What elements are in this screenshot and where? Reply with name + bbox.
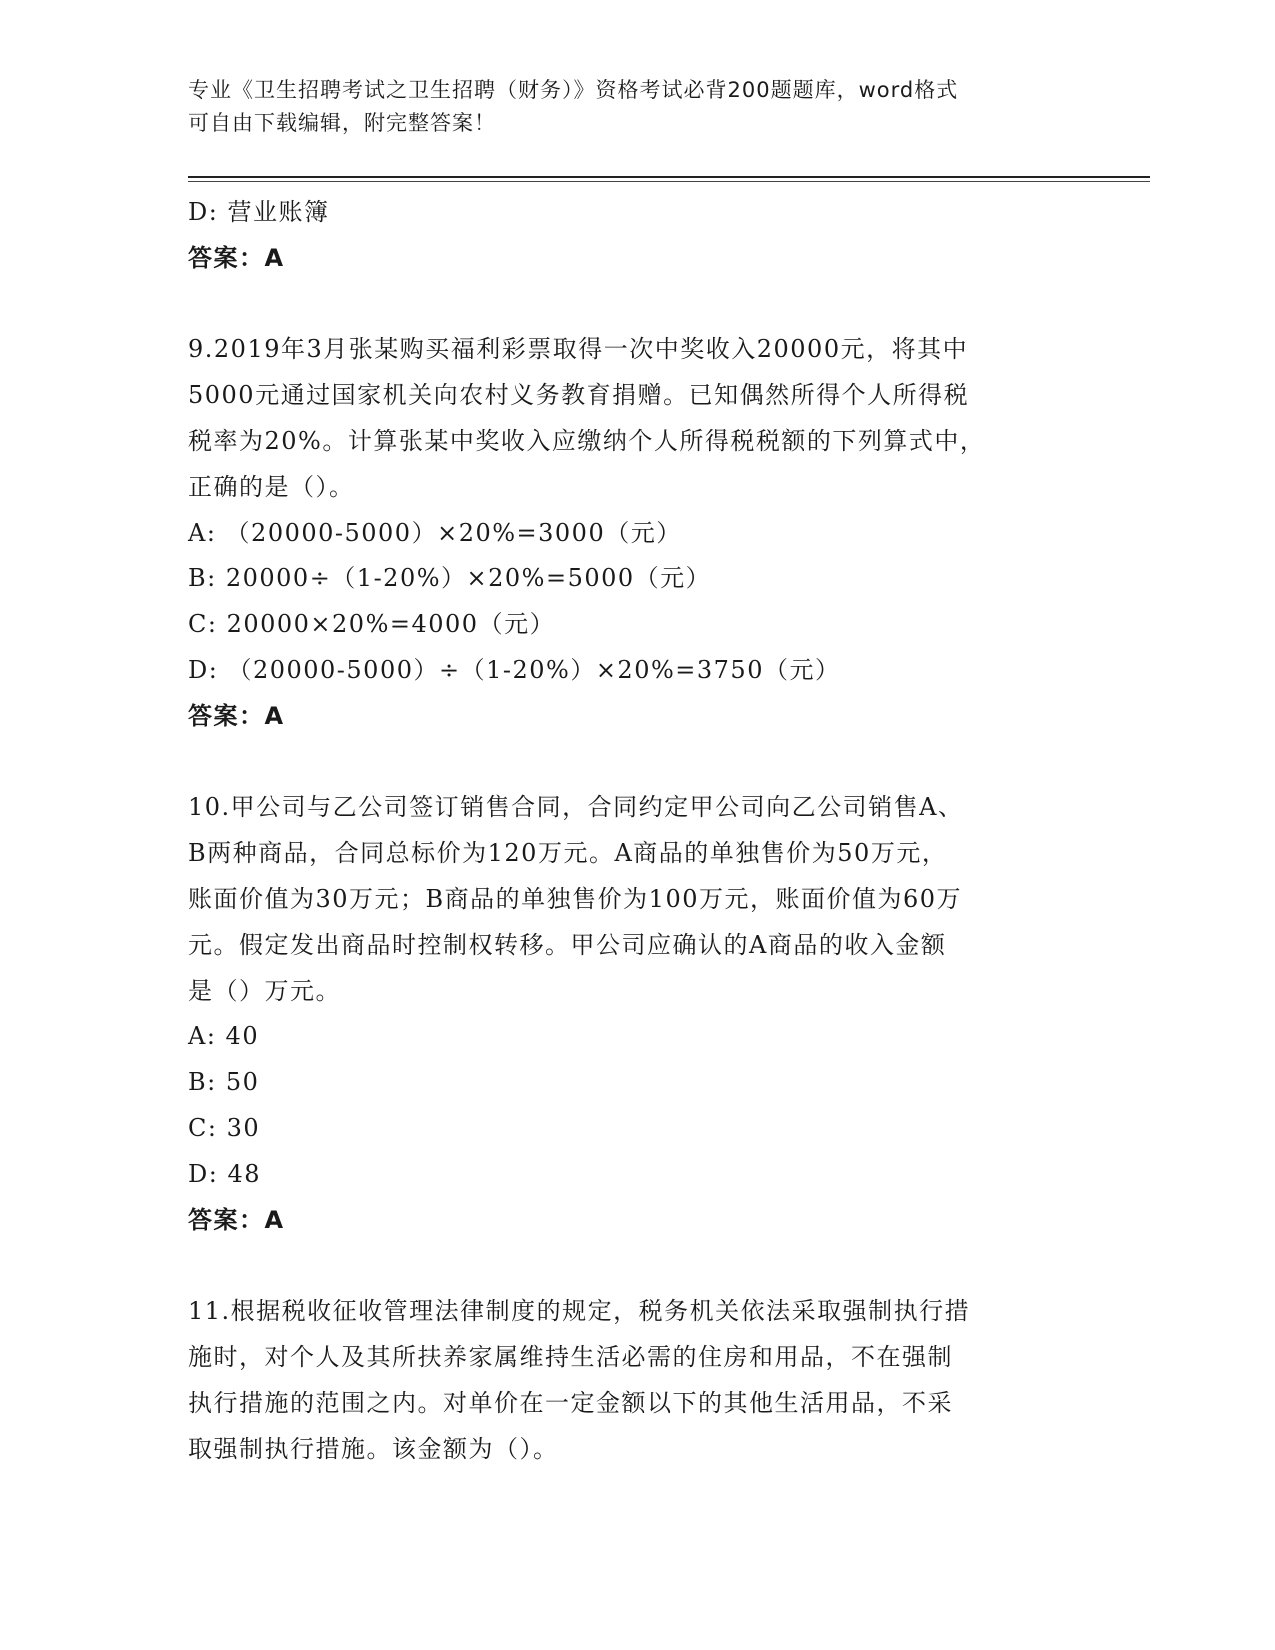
prev-option-d: D: 营业账簿 bbox=[188, 198, 330, 226]
spacer bbox=[188, 1243, 1088, 1289]
header-line-2: 可自由下载编辑，附完整答案！ bbox=[188, 111, 496, 135]
option-b: B: 20000÷（1-20%）×20%=5000（元） bbox=[188, 564, 712, 593]
question-11 bbox=[188, 1289, 1088, 1472]
document-header bbox=[188, 74, 1078, 140]
option-c: C: 20000×20%=4000（元） bbox=[188, 610, 556, 639]
question-stem-line: 9.2019年3月张某购买福利彩票取得一次中奖收入20000元，将其中 bbox=[188, 335, 969, 364]
answer: 答案：A bbox=[188, 1205, 285, 1234]
question-content bbox=[188, 190, 1088, 1472]
question-stem-line: 元。假定发出商品时控制权转移。甲公司应确认的A商品的收入金额 bbox=[188, 930, 947, 959]
option-d: D: 48 bbox=[188, 1159, 261, 1188]
header-divider-thick bbox=[188, 176, 1150, 178]
spacer bbox=[188, 282, 1088, 328]
question-stem-line: B两种商品，合同总标价为120万元。A商品的单独售价为50万元， bbox=[188, 839, 948, 868]
question-stem-line: 5000元通过国家机关向农村义务教育捐赠。已知偶然所得个人所得税 bbox=[188, 381, 970, 410]
question-stem-line: 税率为20%。计算张某中奖收入应缴纳个人所得税税额的下列算式中， bbox=[188, 426, 986, 455]
option-d: D: （20000-5000）÷（1-20%）×20%=3750（元） bbox=[188, 655, 841, 684]
option-a: A: 40 bbox=[188, 1022, 260, 1051]
answer: 答案：A bbox=[188, 701, 285, 730]
question-stem-line: 11.根据税收征收管理法律制度的规定，税务机关依法采取强制执行措 bbox=[188, 1297, 971, 1326]
question-stem-line: 施时，对个人及其所扶养家属维持生活必需的住房和用品，不在强制 bbox=[188, 1342, 953, 1371]
header-line-1: 专业《卫生招聘考试之卫生招聘（财务）》资格考试必背200题题库，word格式 bbox=[188, 78, 959, 102]
question-stem-line: 正确的是（）。 bbox=[188, 472, 355, 501]
question-stem-line: 执行措施的范围之内。对单价在一定金额以下的其他生活用品，不采 bbox=[188, 1388, 953, 1417]
question-stem-line: 账面价值为30万元；B商品的单独售价为100万元，账面价值为60万 bbox=[188, 884, 963, 913]
option-c: C: 30 bbox=[188, 1113, 261, 1142]
prev-answer: 答案：A bbox=[188, 243, 285, 272]
question-10 bbox=[188, 785, 1088, 1243]
question-stem-line: 10.甲公司与乙公司签订销售合同，合同约定甲公司向乙公司销售A、 bbox=[188, 793, 964, 822]
option-b: B: 50 bbox=[188, 1068, 260, 1097]
question-stem-line: 取强制执行措施。该金额为（）。 bbox=[188, 1434, 559, 1463]
header-divider-thin bbox=[188, 181, 1150, 182]
question-stem-line: 是（）万元。 bbox=[188, 976, 341, 1005]
option-a: A: （20000-5000）×20%=3000（元） bbox=[188, 518, 682, 547]
question-9 bbox=[188, 327, 1088, 739]
spacer bbox=[188, 740, 1088, 786]
